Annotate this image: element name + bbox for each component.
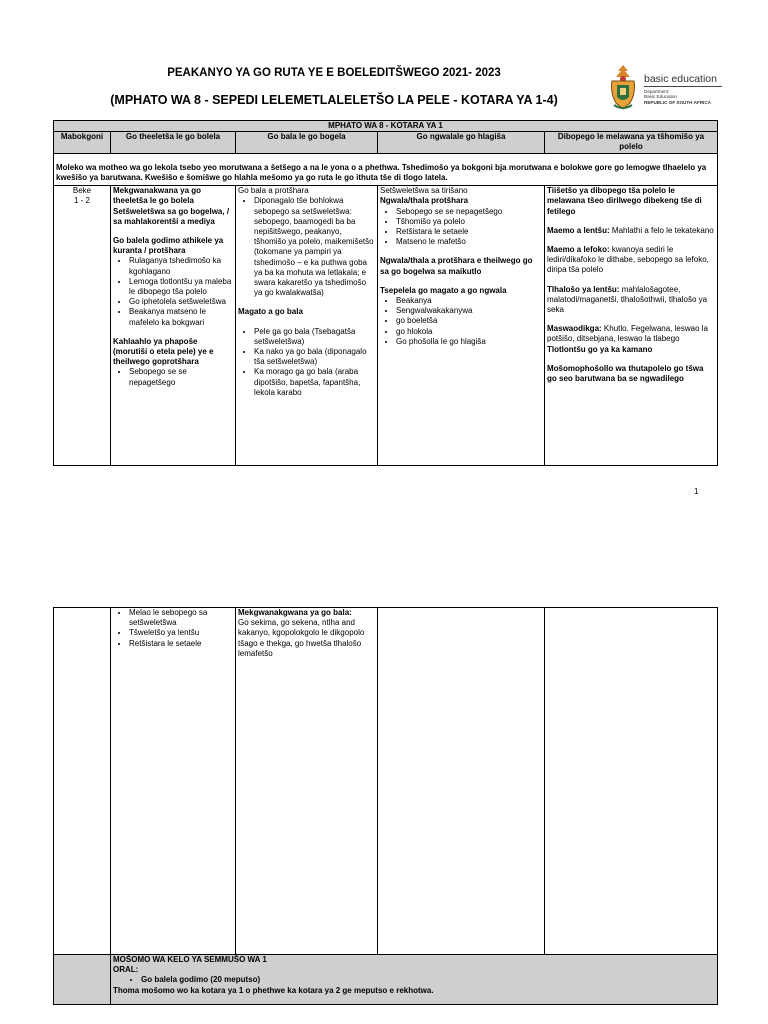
- page-number: 1: [694, 487, 699, 496]
- writing-process-list: [380, 296, 542, 347]
- list-item: • Go balela godimo (20 meputso): [141, 975, 715, 985]
- column-header-writing: Go ngwalale go hlagiša: [378, 132, 545, 154]
- list-item: • Diponagalo tše bohlokwa sebopego sa setšweletšwa: sebopego, baamogedi ba ba nepišitšwego, peakanyo, tšhomišo ya polelo, maikemišetšo (tokomane ya pampiri ya tshedimošo – e ka puthwa goba ya ba ka mohuta wa letlakala; e swara kakaretšo ya tshedimošo ya go kwalakwatša): [254, 196, 375, 298]
- column-header-language: Dibopego le melawana ya tšhomišo ya polelo: [545, 132, 718, 154]
- reading-list: [238, 196, 375, 298]
- reading-strategies-heading: Mekgwanakgwana ya go bala:: [238, 608, 352, 617]
- column-header-reading: Go bala le go bogela: [236, 132, 378, 154]
- document-subtitle: (MPHATO WA 8 - SEPEDI LELEMETLALELETŠO LA PELE - KOTARA YA 1-4): [110, 93, 558, 107]
- document-title: PEAKANYO YA GO RUTA YE E BOELEDITŠWEGO 2021- 2023: [167, 67, 501, 79]
- list-item: • Sebopego se se nepagetšego: [129, 367, 233, 387]
- list-item: • Sebopego se se nepagetšego: [396, 207, 542, 217]
- curriculum-table-term1: [53, 120, 718, 466]
- logo-title: basic education: [644, 73, 722, 87]
- list-item: • Rulaganya tshedimošo ka kgohlagano: [129, 256, 233, 276]
- column-header-skills: Mabokgoni: [54, 132, 111, 154]
- vocabulary-note: Tlotlontšu go ya ka kamano: [547, 344, 653, 354]
- logo-department-label: Department:: [644, 89, 670, 94]
- language-structures-cell: [545, 186, 718, 466]
- writing-subheading: Ngwala/thala protšhara: [380, 196, 469, 206]
- writing-presenting-cell: [378, 186, 545, 466]
- class-discussion-heading: Kahlaahlo ya phapoše (morutiši o etela pele) ye e theilwego goprotšhara: [113, 336, 214, 367]
- listening-speaking-cell: [111, 186, 236, 466]
- language-paragraph: [547, 245, 715, 276]
- assessment-type: ORAL:: [113, 965, 139, 975]
- list-item: • Pele ga go bala (Tsebagatša setšweletšwa): [254, 327, 375, 347]
- list-item: • Go iphetolela setšweletšwa: [129, 297, 233, 307]
- column-header-listening: Go theeletša le go bolela: [111, 132, 236, 154]
- logo-country: REPUBLIC OF SOUTH AFRICA: [644, 99, 711, 105]
- label: Maswaodikga:: [547, 324, 602, 334]
- listening-subheading: Setšweletšwa sa go bogelwa, / sa mahlakorentši a mediya: [113, 206, 230, 226]
- text: Khutlo. Fegelwana, leswao la potšišo, ditsebjana, leswao la tlabego: [547, 324, 708, 344]
- listening-list: [113, 256, 233, 327]
- empty-cell: [54, 955, 111, 1005]
- label: Maemo a lentšu:: [547, 225, 610, 235]
- week-range: 1 - 2: [73, 196, 90, 206]
- list-item: • Ka nako ya go bala (diponagalo tša setšweletšwa): [254, 347, 375, 367]
- week-cell: [54, 186, 111, 466]
- writing-heading: Setšweletšwa sa tirišano: [380, 186, 468, 196]
- listening-continued-cell: [111, 608, 236, 955]
- coat-of-arms-icon: [608, 63, 638, 113]
- week-label: Beke: [72, 186, 92, 196]
- list-item: • Retšistara le setaele: [396, 227, 542, 237]
- table-caption: MPHATO WA 8 - KOTARA YA 1: [54, 121, 718, 132]
- reading-continued-cell: [236, 608, 378, 955]
- language-paragraph: [547, 226, 715, 236]
- assessment-list: [113, 975, 715, 985]
- language-paragraph: [547, 324, 715, 344]
- formal-assessment-cell: [111, 955, 718, 1005]
- text: Mahlathi a felo le tekatekano: [609, 225, 714, 235]
- department-logo: [608, 63, 728, 115]
- list-item: • Beakanya matseno le mafelelo ka bokgwari: [129, 307, 233, 327]
- writing-task-heading: Ngwala/thala a protšhara e theilwego go sa go bogelwa sa maikutlo: [380, 256, 533, 276]
- assessment-title: MOŠOMO WA KELO YA SEMMUŠO WA 1: [113, 955, 267, 964]
- list-item: • Tšweletšo ya lentšu: [129, 628, 233, 638]
- text: mahlalošagotee, malatodi/maganetši, tlhalošothwii, tlhalošo ya seka: [547, 284, 708, 315]
- empty-cell: [54, 608, 111, 955]
- listening-heading: Mekgwanakwana ya go theeletša le go bolela: [113, 186, 202, 206]
- reading-strategies-text: Go sekima, go sekena, ntlha and kakanyo, kgopolokgolo le dikgopolo tšago e thekga, go hwetša tlhalošo lemafetšo: [238, 618, 365, 658]
- empty-cell: [378, 608, 545, 955]
- list-item: • go boeletša: [396, 316, 542, 326]
- empty-cell: [545, 608, 718, 955]
- reading-steps-list: [238, 327, 375, 398]
- list-item: • Melao le sebopego sa setšweletšwa: [129, 608, 233, 628]
- list-item: • Beakanya: [396, 296, 542, 306]
- correction-note: Mošomophošollo wa thutapolelo go tšwa go seo barutwana ba se ngwadilego: [547, 363, 704, 384]
- listening-continued-list: [113, 608, 233, 649]
- reading-steps-heading: Magato a go bala: [238, 307, 303, 317]
- label: Maemo a lefoko:: [547, 245, 610, 255]
- reading-viewing-cell: [236, 186, 378, 466]
- list-item: • Sengwalwakakanywa: [396, 306, 542, 316]
- discussion-list: [113, 367, 233, 387]
- language-heading: Tiišetšo ya dibopego tša polelo le melawana tšeo dirilwego dibekeng tše di fetilego: [547, 186, 702, 216]
- list-item: • Matseno le mafetšo: [396, 237, 542, 247]
- label: Tlhalošo ya lentšu:: [547, 284, 620, 294]
- curriculum-table-continued: [53, 607, 718, 1005]
- text: kwanoya sediri le lediri/dikafoko le dithabe, sebopego sa lefoko, diripa tša polelo: [547, 245, 709, 275]
- logo-department-name: Basic Education: [644, 94, 677, 100]
- reading-heading: Go bala a protšhara: [238, 186, 309, 196]
- list-item: • go hlokola: [396, 327, 542, 337]
- writing-process-heading: Tsepelela go magato a go ngwala: [380, 285, 507, 295]
- reading-aloud-heading: Go balela godimo athikele ya kuranta / protšhara: [113, 236, 224, 256]
- intro-paragraph: Moleko wa motheo wa go lekola tsebo yeo morutwana a šetšego a na le yona o a phethwa. Tshedimošo ya bokgoni bja morutwana e bolokwe gore go lemogwe tlhaelelo ya kwešišo ya barutwana. Kwešišo e šomišwe go hlahla mešomo ya go ruta le go ithuta tše di tlogo latela.: [54, 154, 718, 186]
- writing-list: [380, 207, 542, 248]
- language-paragraph: [547, 285, 715, 316]
- list-item: • Ka morago ga go bala (araba dipotšišo, bapetša, fapantšha, lekola karabo: [254, 367, 375, 398]
- list-item: • Retšistara le setaele: [129, 639, 233, 649]
- list-item: • Go phošolla le go hlagiša: [396, 337, 542, 347]
- list-item: • Lemoga tlotlontšu ya maleba le dibopego tša polelo: [129, 277, 233, 297]
- assessment-note: Thoma mošomo wo ka kotara ya 1 o phethwe ka kotara ya 2 ge meputso e rekhotwa.: [113, 985, 434, 995]
- list-item: • Tšhomišo ya polelo: [396, 217, 542, 227]
